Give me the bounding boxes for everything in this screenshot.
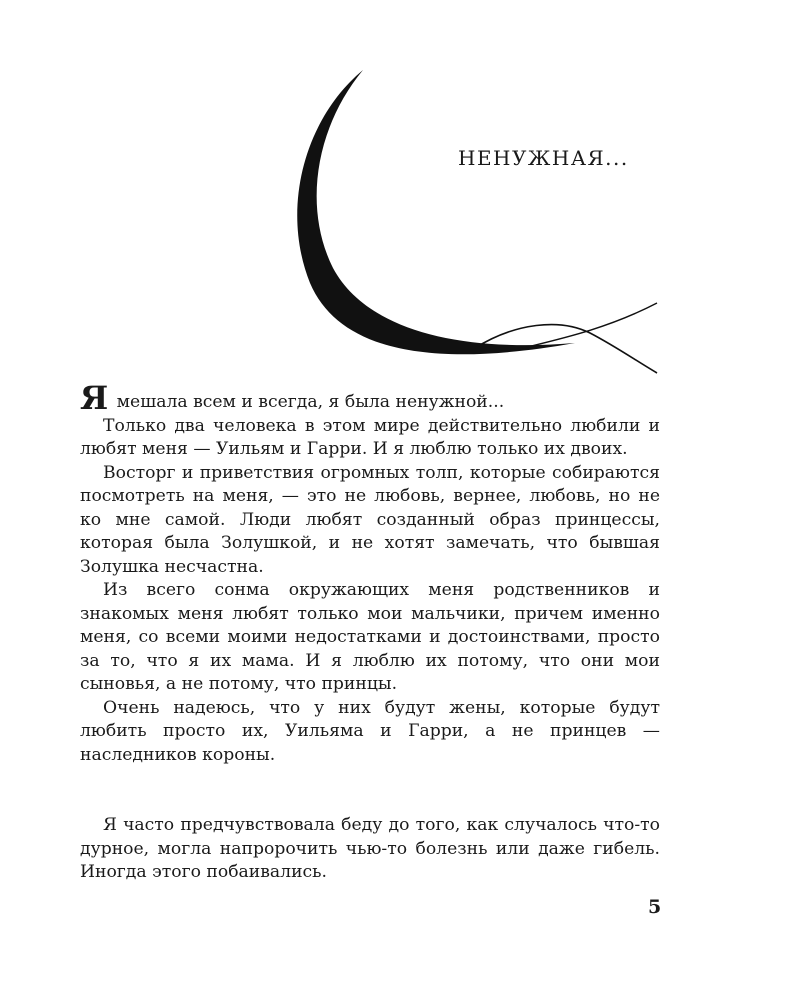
- initial-letter: Я: [80, 379, 109, 417]
- crescent-flourish-icon: [285, 68, 660, 378]
- section-break: [80, 767, 660, 814]
- first-paragraph: [80, 379, 660, 417]
- paragraph: Только два человека в этом мире действительно любили и любят меня — Уильям и Гарри. И я люблю только их двоих.: [80, 415, 660, 459]
- page-number: 5: [648, 896, 662, 918]
- chapter-title: НЕНУЖНАЯ...: [458, 146, 629, 170]
- paragraph: Я часто предчувствовала беду до того, как случалось что-то дурное, могла напророчить чью-то болезнь или даже гибель. Иногда этого побаивались.: [80, 815, 660, 882]
- first-paragraph-text: мешала всем и всегда, я была ненужной...: [111, 392, 505, 412]
- paragraph: Восторг и приветствия огромных толп, которые собираются посмотреть на меня, — это не любовь, вернее, любовь, но не ко мне самой. Люди любят созданный образ принцессы, которая была Золушкой, и не хотят замечать, что бывшая Золушка несчастна.: [80, 462, 660, 577]
- crescent-shape: [297, 70, 575, 354]
- paragraph: Очень надеюсь, что у них будут жены, которые будут любить просто их, Уильяма и Гарри, а не принцев — наследников короны.: [80, 697, 660, 765]
- swash-line-lower: [515, 303, 657, 350]
- body-text: [80, 379, 660, 885]
- paragraph: Из всего сонма окружающих меня родственников и знакомых меня любят только мои мальчики, причем именно меня, со всеми моими недостатками и достоинствами, просто за то, что я их мама. И я люблю их потому, что они мои сыновья, а не потому, что принцы.: [80, 580, 660, 694]
